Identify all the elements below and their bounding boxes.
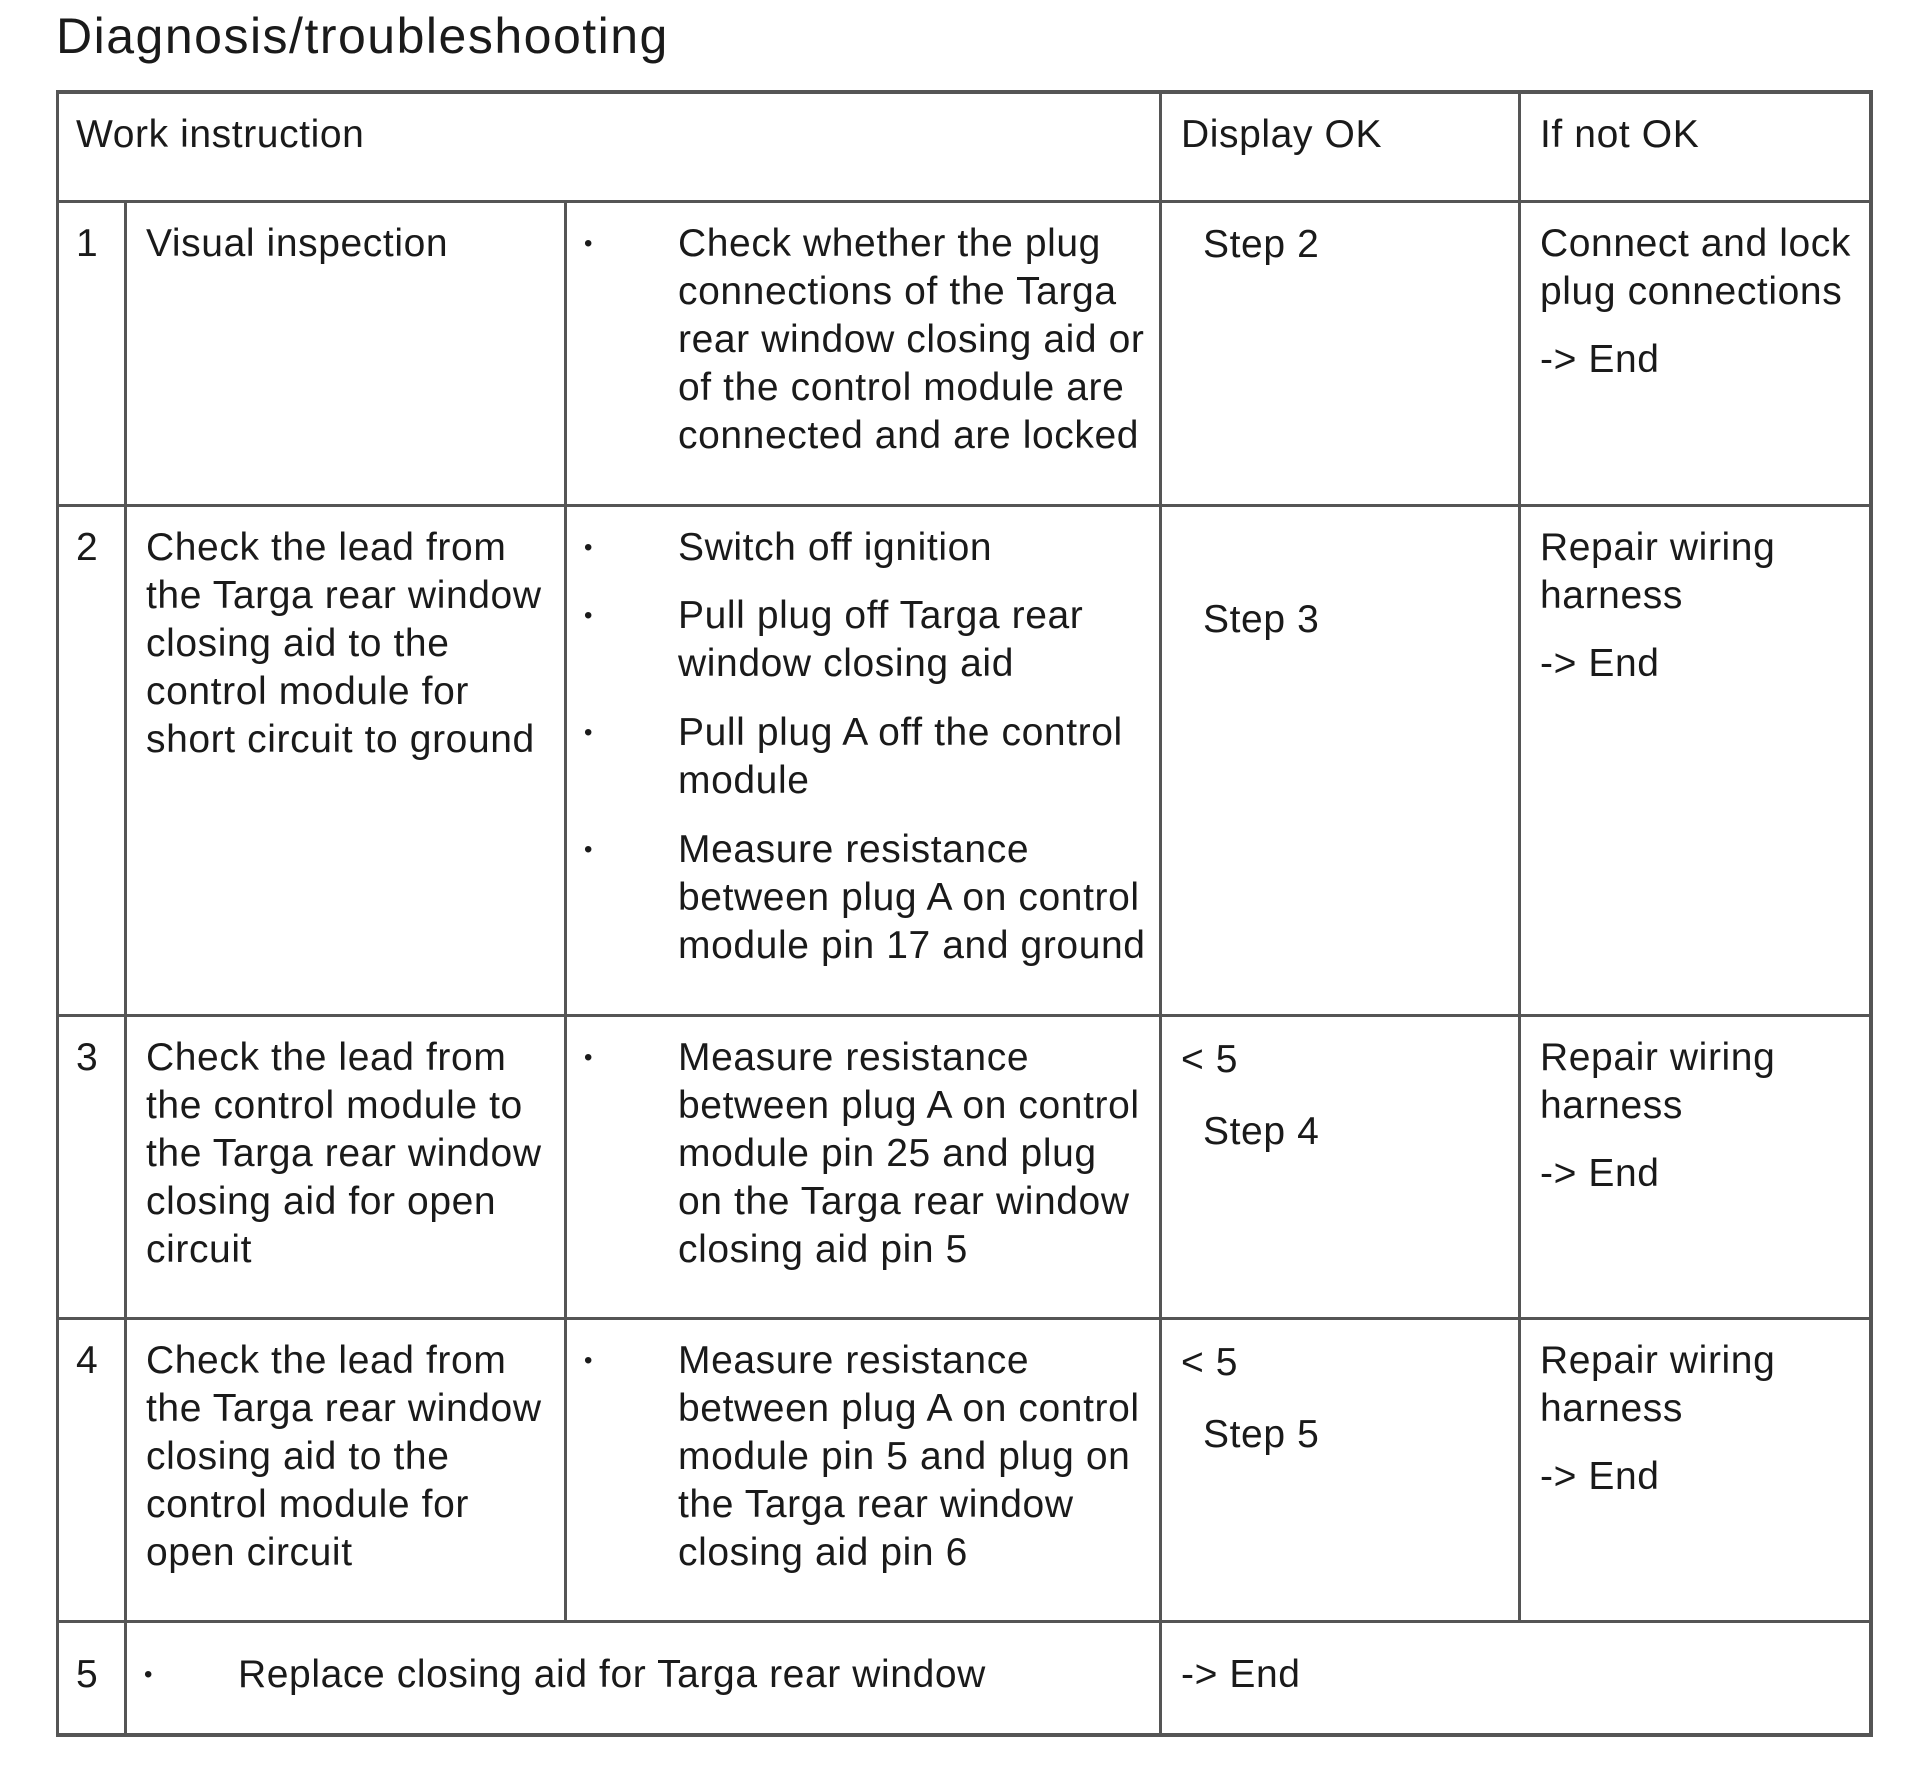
table-border [56, 1733, 1873, 1737]
bullet-icon: • [584, 719, 593, 746]
if-not-ok-action: Repair wiring harness [1540, 526, 1776, 617]
if-not-ok-text [1540, 220, 1862, 384]
header-work-instruction: Work instruction [76, 113, 365, 156]
if-not-ok-action: Connect and lock plug connections [1540, 222, 1851, 313]
if-not-ok-end: -> End [1540, 1455, 1660, 1498]
column-divider [1518, 90, 1521, 1623]
display-step: Step 5 [1203, 1413, 1320, 1456]
row-divider [56, 1317, 1873, 1320]
if-not-ok-action: Repair wiring harness [1540, 1339, 1776, 1430]
table-border [56, 90, 59, 1737]
step-text: Measure resistance between plug A on control module pin 17 and ground [678, 828, 1146, 967]
page-title: Diagnosis/troubleshooting [56, 8, 669, 64]
row-divider [56, 1620, 1873, 1623]
step-text: Pull plug A off the control module [678, 711, 1123, 802]
bullet-icon: • [144, 1661, 153, 1688]
instruction-text: Replace closing aid for Targa rear window [238, 1653, 986, 1696]
row-divider [56, 1014, 1873, 1017]
column-divider [564, 200, 567, 1623]
instruction-text: Visual inspection [146, 222, 449, 265]
bullet-icon: • [584, 534, 593, 561]
display-ok-end: -> End [1181, 1653, 1301, 1696]
if-not-ok-end: -> End [1540, 1152, 1660, 1195]
table-border [1869, 90, 1873, 1737]
if-not-ok-text [1540, 524, 1862, 688]
column-divider [124, 200, 127, 1737]
bullet-icon: • [584, 602, 593, 629]
if-not-ok-text [1540, 1337, 1862, 1501]
bullet-icon: • [584, 230, 593, 257]
header-display-ok: Display OK [1181, 113, 1383, 156]
if-not-ok-text [1540, 1034, 1862, 1198]
troubleshooting-table [56, 90, 1873, 1737]
bullet-icon: • [584, 836, 593, 863]
step-text: Pull plug off Targa rear window closing aid [678, 594, 1084, 685]
row-number: 3 [76, 1036, 99, 1079]
instruction-text: Check the lead from the Targa rear window closing aid to the control module for open circuit [146, 1339, 542, 1574]
header-if-not-ok: If not OK [1540, 113, 1700, 156]
row-number: 1 [76, 222, 99, 265]
bullet-icon: • [584, 1044, 593, 1071]
display-value: < 5 [1181, 1038, 1239, 1081]
step-text: Measure resistance between plug A on control module pin 25 and plug on the Targa rear window closing aid pin 5 [678, 1036, 1140, 1271]
display-step: Step 3 [1203, 598, 1320, 641]
if-not-ok-action: Repair wiring harness [1540, 1036, 1776, 1127]
step-text: Switch off ignition [678, 526, 993, 569]
instruction-text: Check the lead from the Targa rear window closing aid to the control module for short circuit to ground [146, 526, 542, 761]
step-text: Check whether the plug connections of the Targa rear window closing aid or of the control module are connected and are locked [678, 222, 1145, 457]
display-step: Step 4 [1203, 1110, 1320, 1153]
if-not-ok-end: -> End [1540, 338, 1660, 381]
row-number: 2 [76, 526, 99, 569]
column-divider [1159, 90, 1162, 1737]
instruction-text: Check the lead from the control module to the Targa rear window closing aid for open circuit [146, 1036, 542, 1271]
display-step: Step 2 [1203, 223, 1320, 266]
step-text: Measure resistance between plug A on control module pin 5 and plug on the Targa rear window closing aid pin 6 [678, 1339, 1140, 1574]
row-number: 5 [76, 1653, 99, 1696]
table-border [56, 90, 1873, 94]
display-value: < 5 [1181, 1341, 1239, 1384]
row-divider [56, 504, 1873, 507]
row-divider [56, 200, 1873, 203]
bullet-icon: • [584, 1347, 593, 1374]
row-number: 4 [76, 1339, 99, 1382]
if-not-ok-end: -> End [1540, 642, 1660, 685]
